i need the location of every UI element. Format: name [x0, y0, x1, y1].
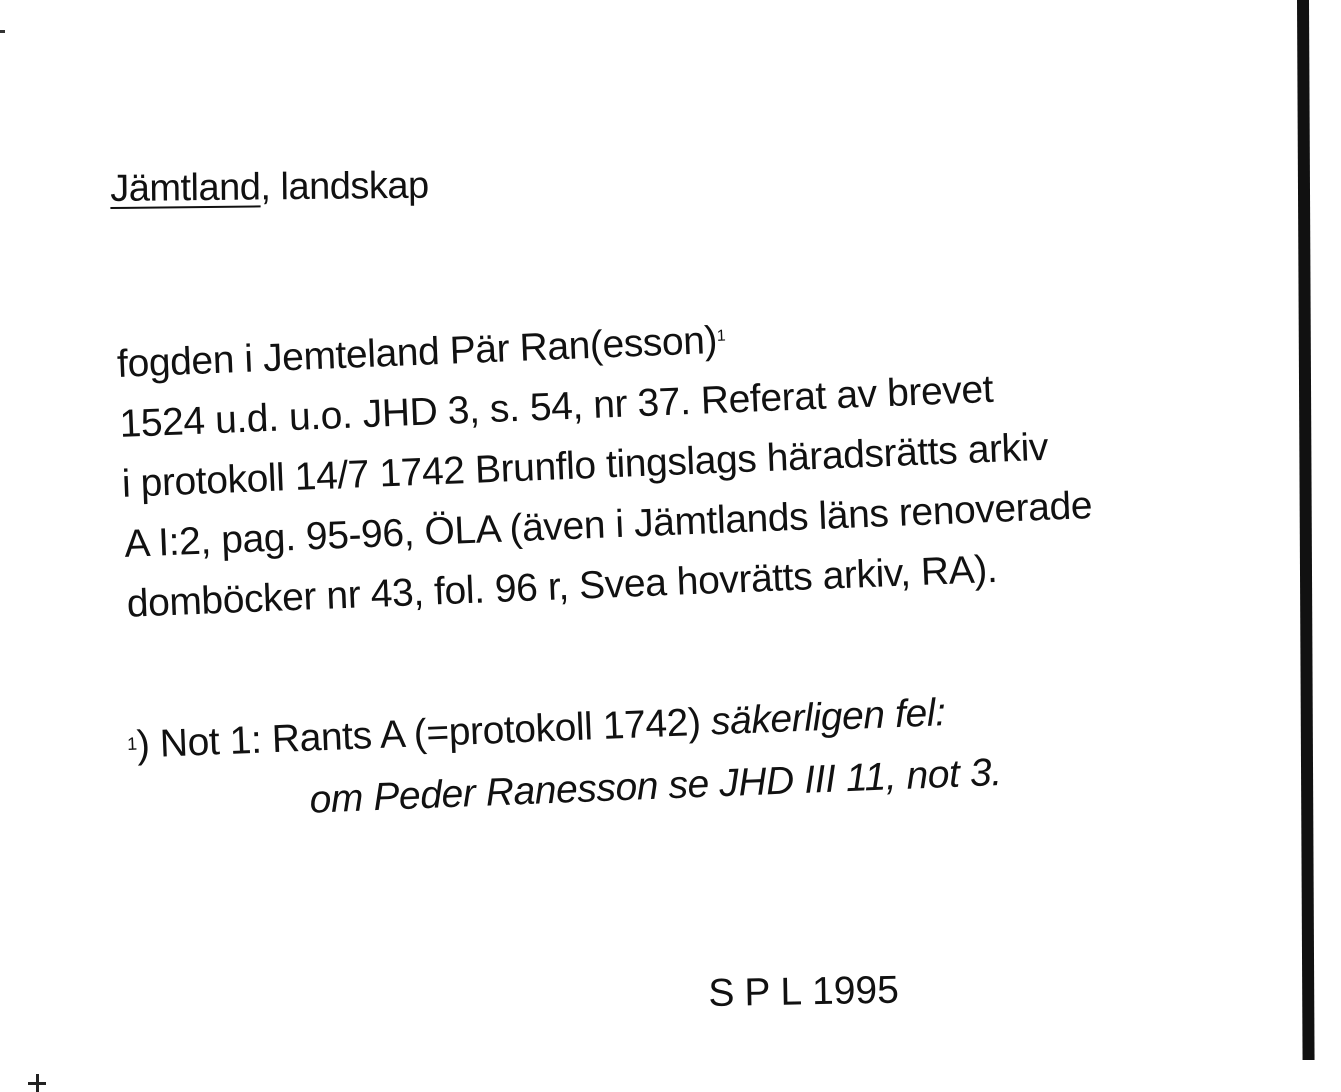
heading-place-name: Jämtland: [110, 166, 261, 210]
entry-line-1-text: fogden i Jemteland Pär Ran(esson): [116, 318, 718, 386]
footnote-marker: [126, 723, 150, 767]
signature-year: 1995: [811, 968, 900, 1014]
footnote-reference: 1: [716, 327, 726, 345]
signature-initials: [708, 969, 909, 1016]
entry-line-2: 1524 u.d. u.o. JHD 3, s. 54, nr 37. Referat av brevet: [118, 367, 994, 446]
card-right-edge-line: [1297, 0, 1315, 1060]
card-heading: [110, 165, 429, 211]
footnote-marker-number: 1: [126, 733, 138, 754]
footnote-line-2: om Peder Ranesson se JHD III 11, not 3.: [308, 750, 1003, 822]
entry-line-5: domböcker nr 43, fol. 96 r, Svea hovrätts arkiv, RA).: [125, 547, 999, 626]
signature-letter-s: S: [708, 971, 735, 1015]
signature-letter-l: L: [780, 970, 803, 1014]
heading-category: , landskap: [260, 164, 429, 209]
footnote-block: [126, 680, 1003, 839]
footnote-italic-text: säkerligen fel:: [710, 691, 947, 744]
corner-tick-mark: [0, 30, 5, 33]
entry-line-4: A I:2, pag. 95-96, ÖLA (även i Jämtlands läns renoverade: [123, 483, 1093, 566]
signature-letter-p: P: [744, 970, 771, 1015]
footnote-marker-paren: ): [135, 723, 151, 767]
footnote-upright-text: Not 1: Rants A (=protokoll 1742): [148, 700, 712, 767]
entry-line-3: i protokoll 14/7 1742 Brunflo tingslags häradsrätts arkiv: [121, 425, 1049, 506]
corner-cross-mark-horizontal: [28, 1082, 46, 1085]
entry-text-block: [116, 296, 1096, 635]
